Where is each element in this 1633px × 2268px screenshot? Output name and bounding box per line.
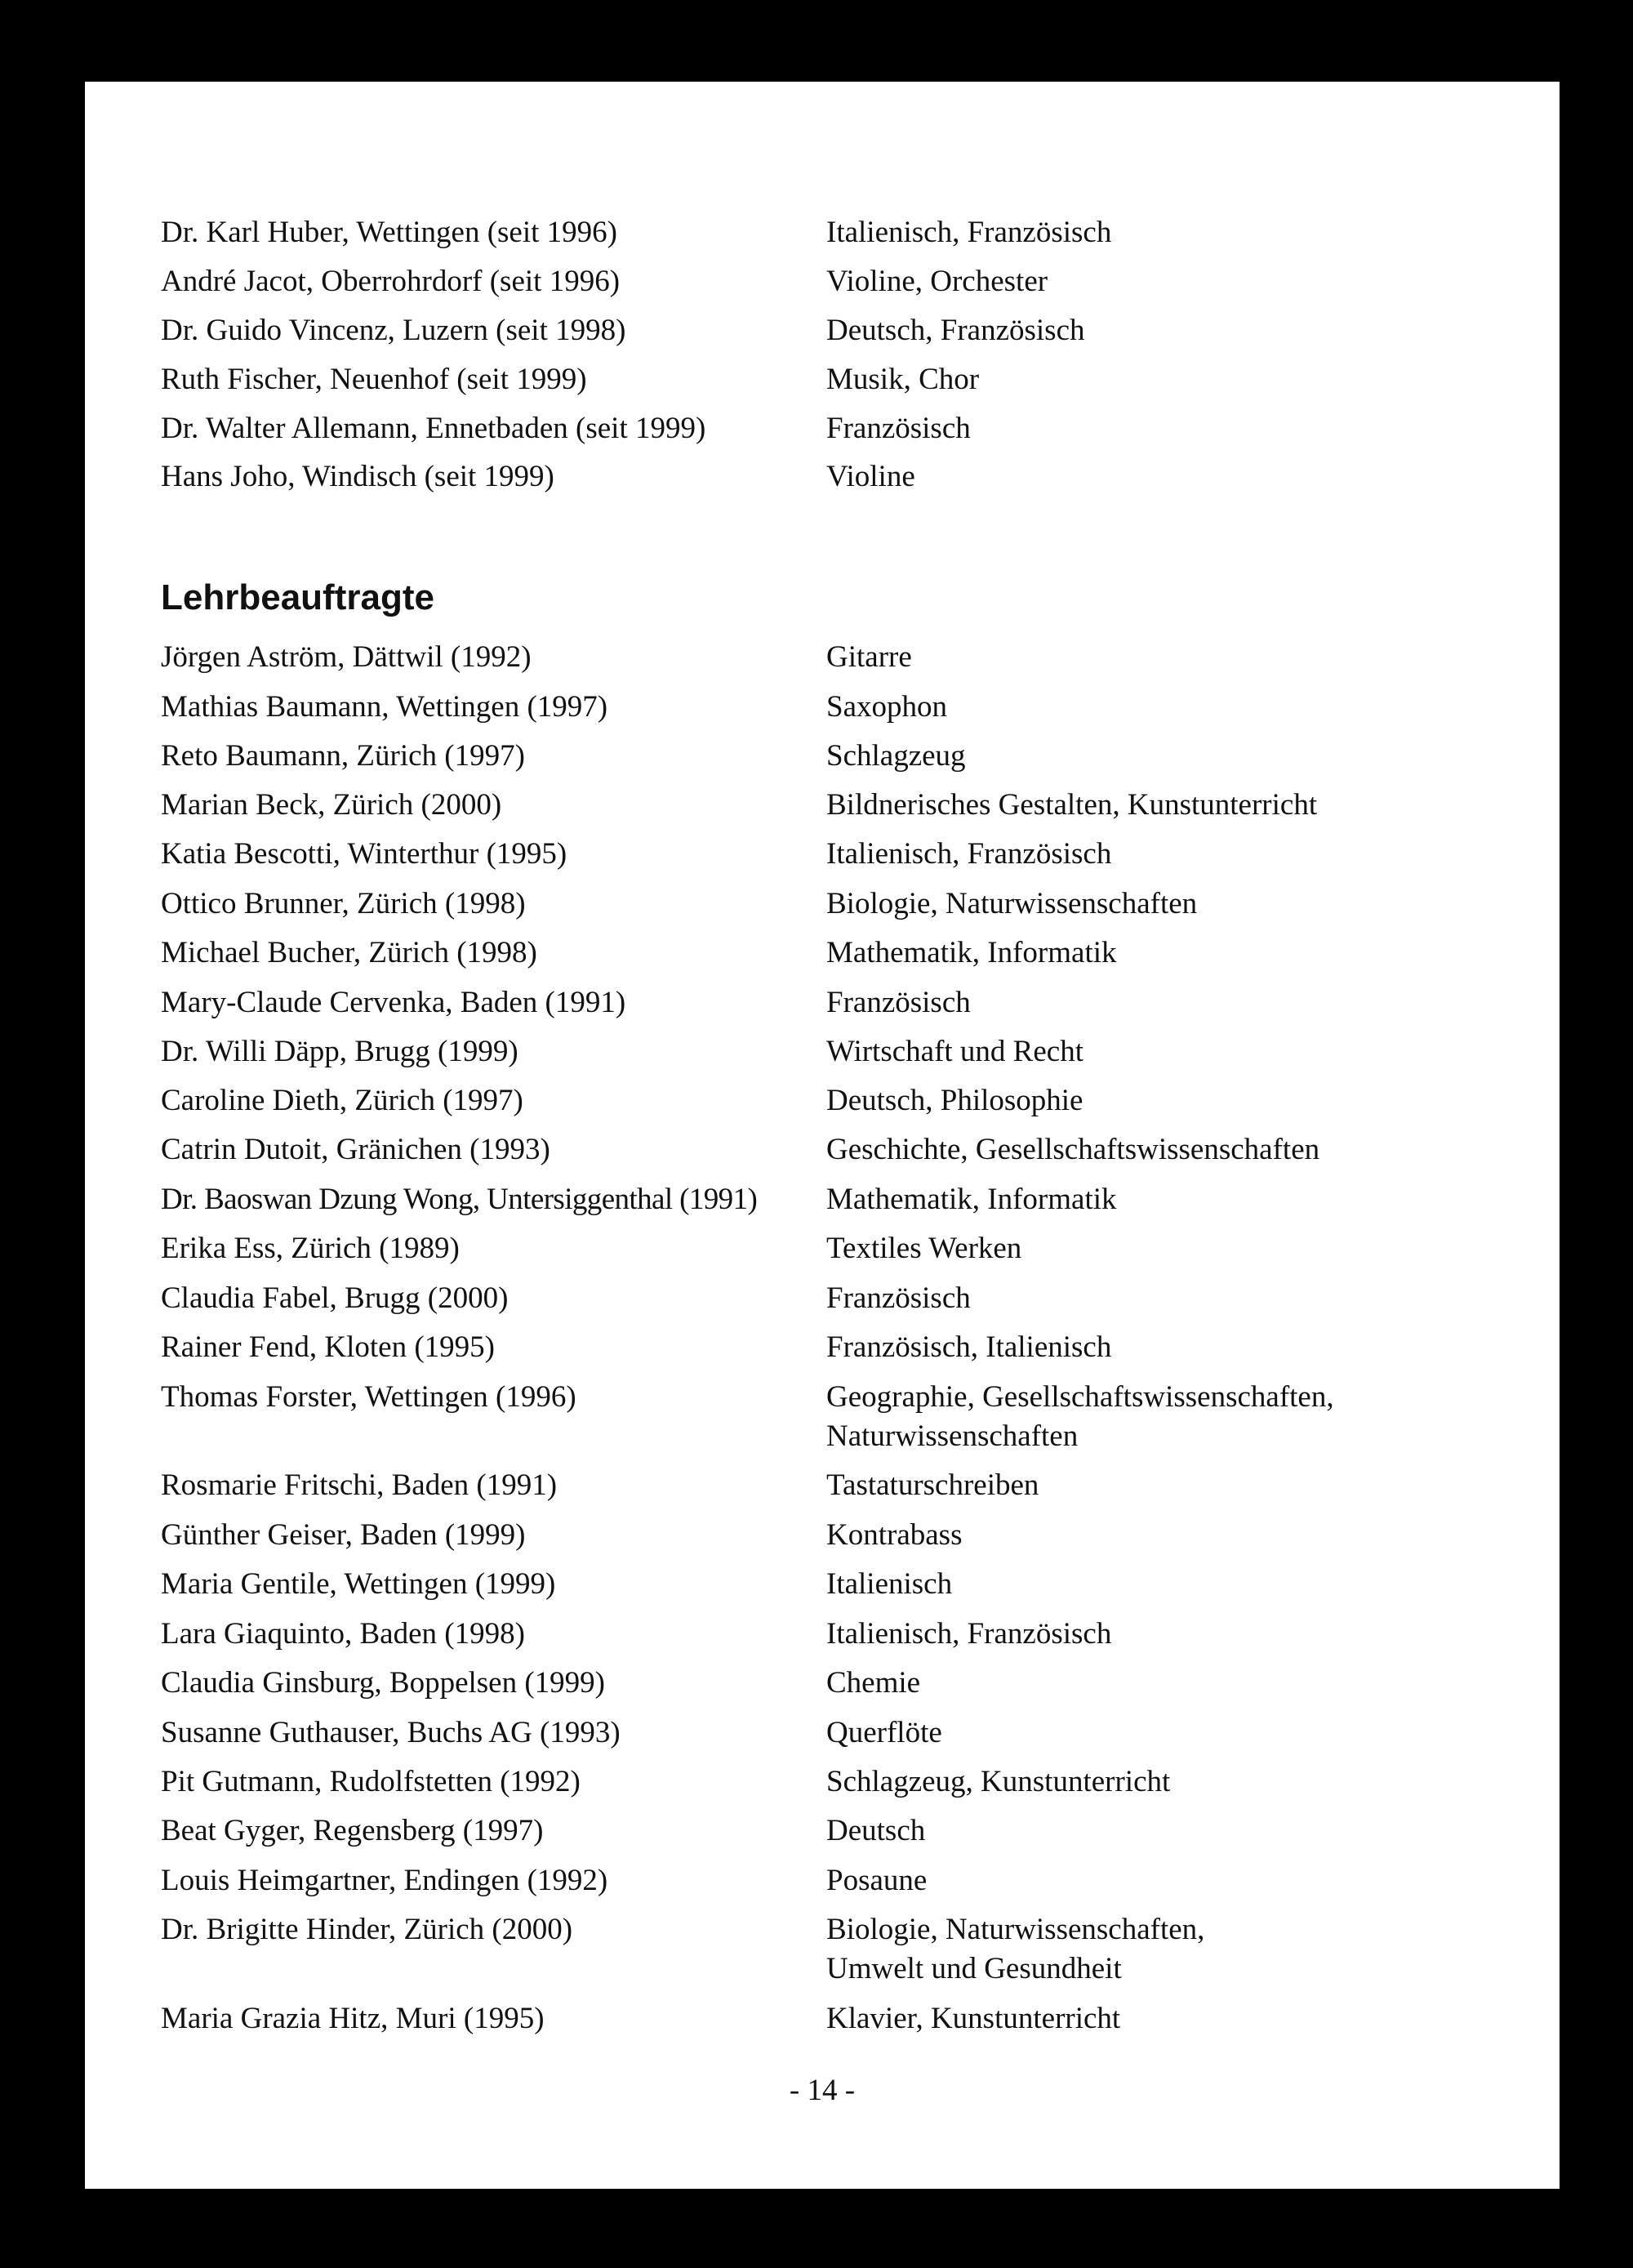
teacher-name: Beat Gyger, Regensberg (1997) (161, 1814, 544, 1847)
page-number: - 14 - (789, 2074, 856, 2107)
teacher-subject: Geschichte, Gesellschaftswissenschaften (826, 1133, 1320, 1166)
teacher-name: Lara Giaquinto, Baden (1998) (161, 1617, 525, 1651)
teacher-name: Hans Joho, Windisch (seit 1999) (161, 460, 554, 493)
teacher-name: Jörgen Aström, Dättwil (1992) (161, 640, 532, 674)
teacher-name: Dr. Guido Vincenz, Luzern (seit 1998) (161, 314, 626, 347)
teacher-subject: Bildnerisches Gestalten, Kunstunterricht (826, 788, 1318, 822)
teacher-name: Maria Grazia Hitz, Muri (1995) (161, 2002, 545, 2035)
teacher-name: Ruth Fischer, Neuenhof (seit 1999) (161, 363, 587, 396)
teacher-name: Ottico Brunner, Zürich (1998) (161, 887, 526, 920)
teacher-name: Mary-Claude Cervenka, Baden (1991) (161, 986, 626, 1019)
teacher-subject: Wirtschaft und Recht (826, 1035, 1083, 1068)
teacher-name: Louis Heimgartner, Endingen (1992) (161, 1864, 608, 1897)
teacher-name: Claudia Fabel, Brugg (2000) (161, 1281, 509, 1315)
teacher-subject: Gitarre (826, 640, 912, 674)
teacher-subject: Mathematik, Informatik (826, 1183, 1117, 1216)
teacher-subject: Italienisch (826, 1567, 953, 1601)
teacher-subject: Französisch, Italienisch (826, 1330, 1112, 1364)
teacher-subject: Französisch (826, 1281, 971, 1315)
teacher-subject: Violine (826, 460, 915, 493)
teacher-subject: Mathematik, Informatik (826, 936, 1117, 969)
teacher-name: Dr. Brigitte Hinder, Zürich (2000) (161, 1913, 573, 1946)
teacher-subject: Italienisch, Französisch (826, 216, 1112, 249)
teacher-subject: Querflöte (826, 1716, 942, 1749)
teacher-subject: Französisch (826, 986, 971, 1019)
teacher-name: Thomas Forster, Wettingen (1996) (161, 1380, 576, 1414)
teacher-name: Günther Geiser, Baden (1999) (161, 1518, 526, 1552)
teacher-subject: Französisch (826, 412, 971, 445)
teacher-subject: Textiles Werken (826, 1232, 1022, 1265)
teacher-subject: Deutsch (826, 1814, 926, 1847)
teacher-subject: Biologie, Naturwissenschaften (826, 887, 1198, 920)
teacher-subject: Posaune (826, 1864, 928, 1897)
teacher-subject: Geographie, Gesellschaftswissenschaften, (826, 1380, 1334, 1414)
teacher-name: Dr. Walter Allemann, Ennetbaden (seit 1999) (161, 412, 706, 445)
teacher-name: Michael Bucher, Zürich (1998) (161, 936, 537, 969)
teacher-name: Claudia Ginsburg, Boppelsen (1999) (161, 1666, 605, 1700)
teacher-subject: Deutsch, Philosophie (826, 1084, 1083, 1117)
teacher-subject: Schlagzeug, Kunstunterricht (826, 1765, 1171, 1798)
teacher-name: André Jacot, Oberrohrdorf (seit 1996) (161, 265, 621, 298)
teacher-subject: Biologie, Naturwissenschaften, (826, 1913, 1205, 1946)
teacher-subject: Klavier, Kunstunterricht (826, 2002, 1121, 2035)
teacher-name: Reto Baumann, Zürich (1997) (161, 739, 525, 773)
document-page (85, 82, 1560, 2189)
teacher-subject: Schlagzeug (826, 739, 966, 773)
teacher-name: Susanne Guthauser, Buchs AG (1993) (161, 1716, 621, 1749)
teacher-name: Dr. Karl Huber, Wettingen (seit 1996) (161, 216, 617, 249)
teacher-name: Dr. Baoswan Dzung Wong, Untersiggenthal (1991) (161, 1183, 758, 1216)
section-title: Lehrbeauftragte (161, 577, 434, 617)
teacher-name: Katia Bescotti, Winterthur (1995) (161, 837, 567, 871)
teacher-name: Dr. Willi Däpp, Brugg (1999) (161, 1035, 518, 1068)
teacher-name: Rainer Fend, Kloten (1995) (161, 1330, 495, 1364)
teacher-subject: Italienisch, Französisch (826, 1617, 1112, 1651)
teacher-subject: Saxophon (826, 690, 947, 724)
teacher-subject: Tastaturschreiben (826, 1468, 1039, 1502)
teacher-subject-line2: Naturwissenschaften (826, 1419, 1079, 1453)
teacher-name: Mathias Baumann, Wettingen (1997) (161, 690, 608, 724)
teacher-name: Maria Gentile, Wettingen (1999) (161, 1567, 556, 1601)
teacher-subject: Violine, Orchester (826, 265, 1048, 298)
teacher-name: Rosmarie Fritschi, Baden (1991) (161, 1468, 558, 1502)
teacher-subject: Chemie (826, 1666, 921, 1700)
teacher-name: Erika Ess, Zürich (1989) (161, 1232, 460, 1265)
teacher-subject: Deutsch, Französisch (826, 314, 1085, 347)
teacher-name: Marian Beck, Zürich (2000) (161, 788, 502, 822)
teacher-subject-line2: Umwelt und Gesundheit (826, 1952, 1122, 1985)
teacher-name: Pit Gutmann, Rudolfstetten (1992) (161, 1765, 581, 1798)
teacher-name: Catrin Dutoit, Gränichen (1993) (161, 1133, 550, 1166)
teacher-subject: Musik, Chor (826, 363, 980, 396)
teacher-subject: Italienisch, Französisch (826, 837, 1112, 871)
teacher-name: Caroline Dieth, Zürich (1997) (161, 1084, 523, 1117)
teacher-subject: Kontrabass (826, 1518, 963, 1552)
